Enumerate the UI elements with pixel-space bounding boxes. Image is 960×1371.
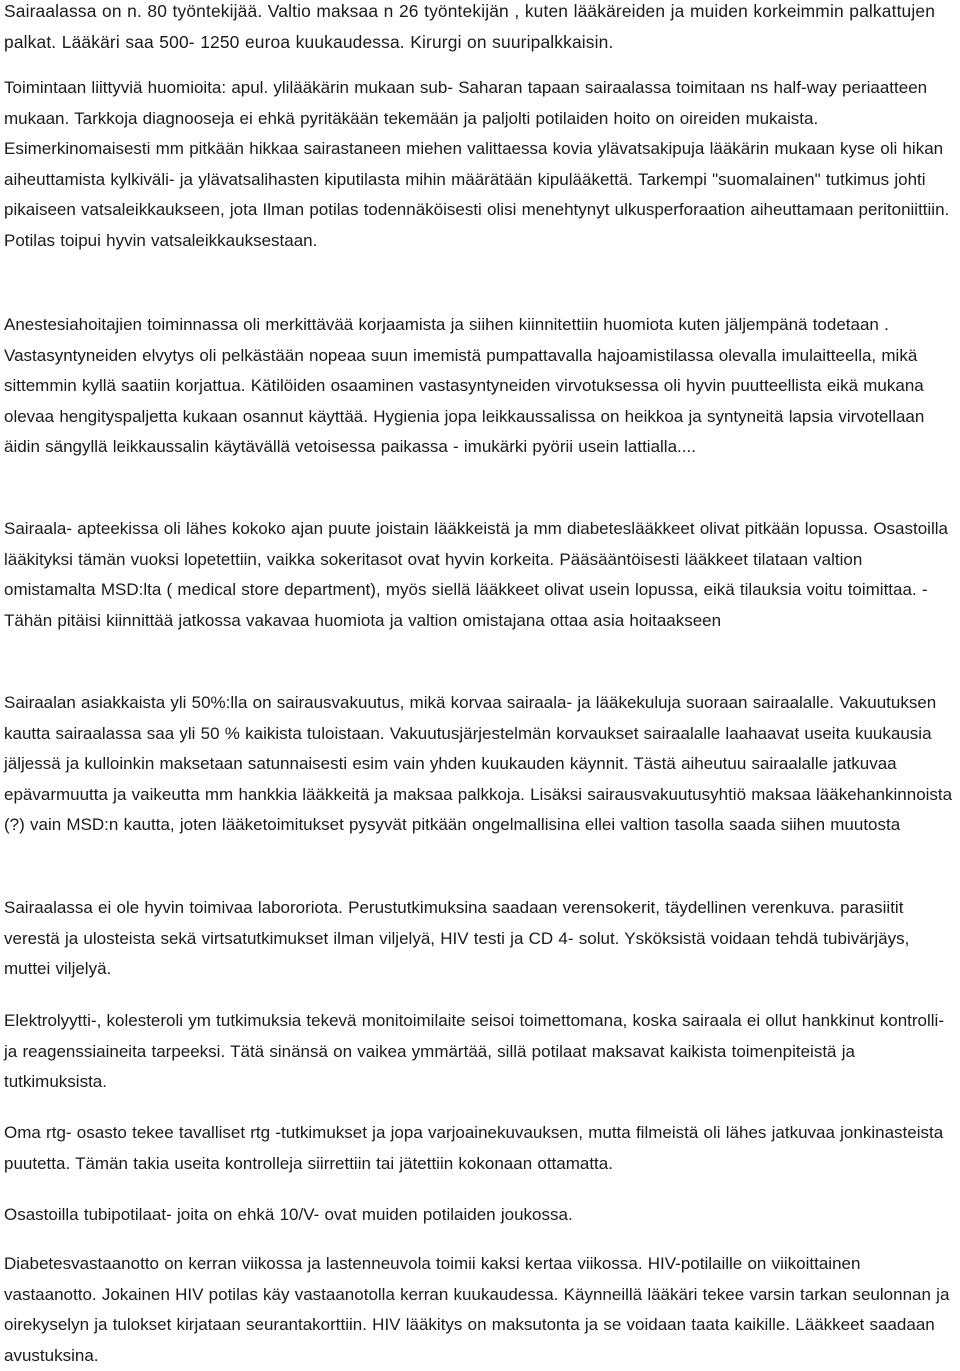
- paragraph-tb-patients: Osastoilla tubipotilaat- joita on ehkä 10/V- ovat muiden potilaiden joukossa.: [4, 1205, 573, 1224]
- paragraph-operational-observations: Toimintaan liittyviä huomioita: apul. ylilääkärin mukaan sub- Saharan tapaan sairaalassa toimitaan ns half-way periaatteen mukaan. Tarkkoja diagnooseja ei ehkä pyritäkään tekemään ja paljolti potilaiden hoito on oireiden mukaista. Esimerkinomaisesti mm pitkään hikkaa sairastaneen miehen valittaessa kovia ylävatsakipuja lääkärin mukaan kyse oli hikan aiheuttamista kylkiväli- ja ylävatsalihasten kiputilasta mihin määrätään kipulääkettä. Tarkempi "suomalainen" tutkimus johti pikaiseen vatsaleikkaukseen, jota Ilman potilas todennäköisesti olisi menehtynyt ulkusperforaation aiheuttamaan peritoniittiin. Potilas toipui hyvin vatsaleikkauksestaan.: [4, 78, 950, 250]
- paragraph-analyzer: Elektrolyytti-, kolesteroli ym tutkimuksia tekevä monitoimilaite seisoi toimettomana, koska sairaala ei ollut hankkinut kontrolli- ja reagenssiaineita tarpeeksi. Tätä sinänsä on vaikea ymmärtää, sillä potilaat maksavat kaikista toimenpiteistä ja tutkimuksista.: [4, 1011, 944, 1092]
- paragraph-radiology: Oma rtg- osasto tekee tavalliset rtg -tutkimukset ja jopa varjoainekuvauksen, mutta filmeistä oli lähes jatkuvaa jonkinasteista puutetta. Tämän takia useita kontrolleja siirrettiin tai jätettiin kokonaan ottamatta.: [4, 1123, 944, 1173]
- paragraph-anesthesia-and-midwifery: Anestesiahoitajien toiminnassa oli merkittävää korjaamista ja siihen kiinnitettiin huomiota kuten jäljempänä todetaan . Vastasyntyneiden elvytys oli pelkästään nopeaa suun imemistä pumpattavalla hajoamistilassa olevalla imulaitteella, mikä sittemmin kyllä saatiin korjattua. Kätilöiden osaaminen vastasyntyneiden virvotuksessa oli hyvin puutteellista eikä mukana olevaa hengityspaljetta kukaan osannut käyttää. Hygienia jopa leikkaussalissa on heikkoa ja syntyneitä lapsia virvotellaan äidin sängyllä leikkaussalin käytävällä vetoisessa paikassa - imukärki pyörii usein lattialla....: [4, 315, 925, 457]
- paragraph-staff-and-salaries: Sairaalassa on n. 80 työntekijää. Valtio maksaa n 26 työntekijän , kuten lääkäreiden ja muiden korkeimmin palkattujen palkat. Lääkäri saa 500- 1250 euroa kuukaudessa. Kirurgi on suuripalkkaisin.: [4, 1, 936, 52]
- paragraph-clinics: Diabetesvastaanotto on kerran viikossa ja lastenneuvola toimii kaksi kertaa viikossa. HIV-potilaille on viikoittainen vastaanotto. Jokainen HIV potilas käy vastaanotolla kerran kuukaudessa. Käynneillä lääkäri tekee varsin tarkan seulonnan ja oirekyselyn ja tulokset kirjataan seurantakorttiin. HIV lääkitys on maksutonta ja se voidaan taata kaikille. Lääkkeet saadaan avustuksina.: [4, 1254, 950, 1365]
- paragraph-laboratory: Sairaalassa ei ole hyvin toimivaa labororiota. Perustutkimuksina saadaan verensokerit, täydellinen verenkuva. parasiitit verestä ja ulosteista sekä virtsatutkimukset ilman viljelyä, HIV testi ja CD 4- solut. Ysköksistä voidaan tehdä tubivärjäys, muttei viljelyä.: [4, 898, 910, 979]
- paragraph-pharmacy: Sairaala- apteekissa oli lähes kokoko ajan puute joistain lääkkeistä ja mm diabeteslääkkeet olivat pitkään lopussa. Osastoilla lääkityksi tämän vuoksi lopetettiin, vaikka sokeritasot ovat hyvin korkeita. Pääsääntöisesti lääkkeet tilataan valtion omistamalta MSD:lta ( medical store department), myös siellä lääkkeet olivat usein lopussa, eikä tilauksia voitu toimittaa. - Tähän pitäisi kiinnittää jatkossa vakavaa huomiota ja valtion omistajana ottaa asia hoitaakseen: [4, 519, 948, 630]
- paragraph-insurance: Sairaalan asiakkaista yli 50%:lla on sairausvakuutus, mikä korvaa sairaala- ja lääkekuluja suoraan sairaalalle. Vakuutuksen kautta sairaalassa saa yli 50 % kaikista tuloistaan. Vakuutusjärjestelmän korvaukset sairaalalle laahaavat useita kuukausia jäljessä ja kulloinkin maksetaan satunnaisesti esim vain yhden kuukauden käynnit. Tästä aiheutuu sairaalalle jatkuvaa epävarmuutta ja vaikeutta mm hankkia lääkkeitä ja maksaa palkkoja. Lisäksi sairausvakuutusyhtiö maksaa lääkehankinnoista (?) vain MSD:n kautta, joten lääketoimitukset pysyvät pitkään ongelmallisina ellei valtion tasolla saada siihen muutosta: [4, 693, 953, 835]
